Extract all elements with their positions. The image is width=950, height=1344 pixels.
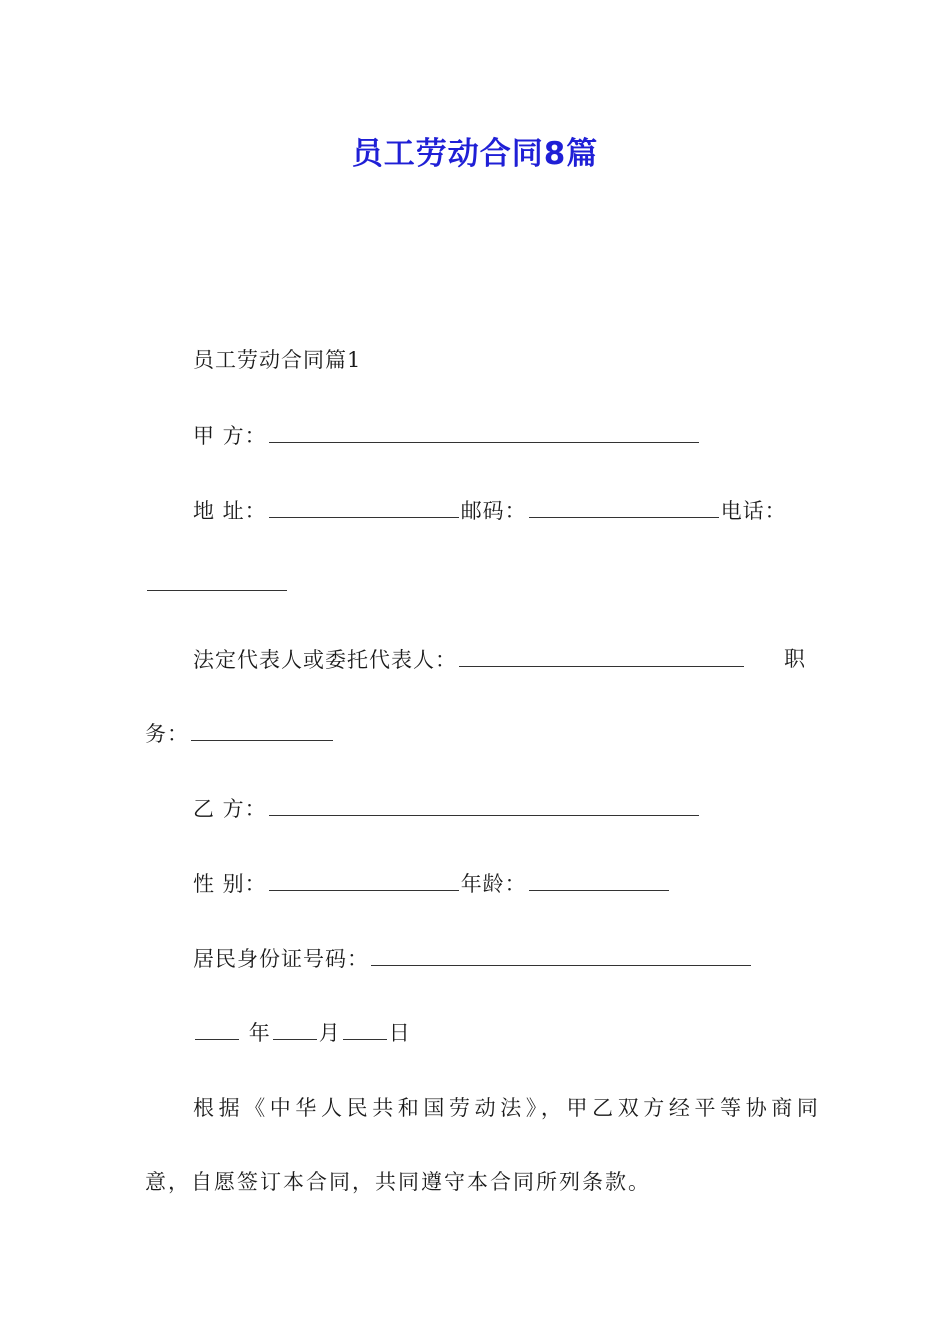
phone-blank-row [145, 568, 289, 599]
postcode-label: 邮码： [460, 499, 527, 523]
address-row [193, 495, 787, 526]
party-a-label: 甲 方： [193, 424, 267, 448]
age-label: 年龄： [460, 872, 527, 896]
age-blank [529, 868, 669, 891]
date-month-label: 月 [318, 1021, 341, 1045]
day-blank [343, 1017, 387, 1040]
id-number-label: 居民身份证号码： [193, 947, 369, 971]
position-label-part2: 务： [145, 722, 189, 746]
phone-blank [147, 568, 287, 591]
id-number-row [193, 943, 753, 974]
gender-row [193, 868, 671, 899]
date-year-label: 年 [248, 1021, 271, 1045]
party-a-row [193, 420, 701, 451]
representative-label: 法定代表人或委托代表人： [193, 648, 457, 672]
date-day-label: 日 [388, 1021, 411, 1045]
representative-row [193, 644, 746, 675]
party-b-blank [269, 793, 699, 816]
phone-label: 电话： [720, 499, 787, 523]
party-b-row [193, 793, 701, 824]
gender-blank [269, 868, 459, 891]
year-blank [195, 1017, 239, 1040]
position-row [145, 718, 335, 749]
address-label: 地 址： [193, 499, 267, 523]
gender-label: 性 别： [193, 872, 267, 896]
party-b-label: 乙 方： [193, 797, 267, 821]
intro-line-2: 意，自愿签订本合同，共同遵守本合同所列条款。 [145, 1170, 651, 1194]
intro-line-1: 根据《中华人民共和国劳动法》，甲乙双方经平等协商同 [193, 1096, 823, 1120]
position-blank [191, 718, 333, 741]
party-a-blank [269, 420, 699, 443]
month-blank [273, 1017, 317, 1040]
document-title: 员工劳动合同8篇 [351, 136, 599, 172]
position-label-part1: 职 [784, 647, 806, 671]
representative-blank [459, 644, 744, 667]
postcode-blank [529, 495, 719, 518]
date-row [193, 1017, 411, 1048]
id-number-blank [371, 943, 751, 966]
section-heading: 员工劳动合同篇1 [193, 348, 362, 372]
address-blank [269, 495, 459, 518]
